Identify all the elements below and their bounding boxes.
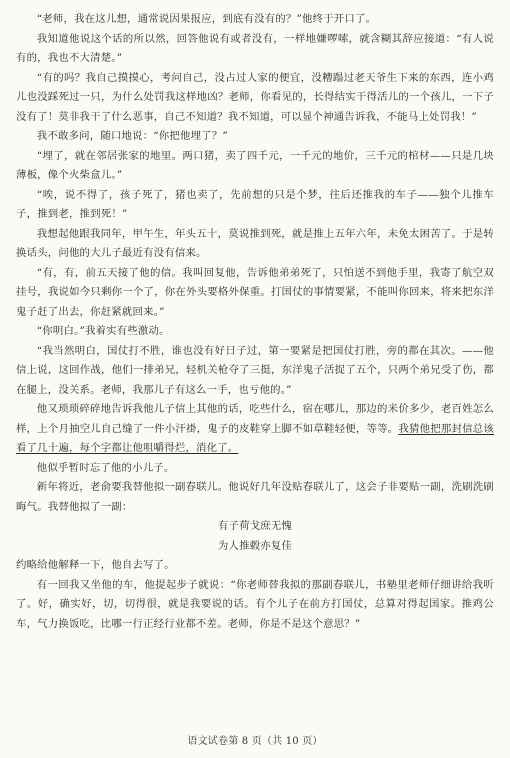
paragraph: “埋了，就在邻居张家的地里。两口猪，卖了四千元，一千元的地价，三千元的棺材——只是几块薄板，像个火柴盒儿。” (16, 149, 494, 181)
paragraph: “我当然明白，国仗打不胜，谁也没有好日子过，第一要紧是把国仗打胜，旁的都在其次。——他信上说，这回作战，他们一排弟兄，轻机关枪夺了三挺，东洋鬼子活捉了五个，只两个弟兄受了伤，都在腿上，没关系。老师，我那儿子有这么一手，也亏他的。” (16, 344, 494, 396)
paragraph: “你明白。”我着实有些激动。 (36, 325, 170, 337)
paragraph-text: 他又琐琐碎碎地告诉我他儿子信上其他的话，吃些什么，宿在哪儿，那边的米价多少，老百姓怎么样，上个月抽空儿自己缝了一件小汗褂，鬼子的皮鞋穿上脚不如草鞋轻便，等等。 (16, 403, 494, 435)
couplet-line-2: 为人推毂亦复佳 (217, 539, 293, 552)
paragraph: “唉，说不得了，孩子死了，猪也卖了，先前想的只是个梦，往后还推我的车子——独个儿推车子，推到老，推到死！” (16, 188, 494, 220)
paragraph: 他似乎暂时忘了他的小儿子。 (36, 461, 175, 474)
paragraph: 我知道他说这个话的所以然，回答他说有或者没有，一样地嫌啰嗦，就含糊其辞应接道：“有人说有的，我也不大清楚。” (16, 32, 494, 64)
paragraph: “老师，我在这儿想，通常说因果报应，到底有没有的？”他终于开口了。 (36, 13, 377, 25)
couplet-line-1: 有子荷戈庶无愧 (217, 520, 293, 532)
paragraph: 约略给他解释一下，他自去写了。 (16, 559, 175, 571)
paragraph: 我不敢多问，随口地说：“你把他埋了？” (36, 130, 228, 142)
underlined-sentence: 我猜他把那封信总该看了几十遍，每个字都让他咀嚼得烂，消化了。 (16, 422, 494, 454)
paragraph: 新年将近，老俞要我替他拟一副春联儿。他说好几年没贴春联儿了，这会子非要贴一副，洗刷洗刷晦气。我替他拟了一副： (16, 481, 494, 513)
paragraph: “有，有，前五天接了他的信。我叫回复他，告诉他弟弟死了，只怕送不到他手里，我寄了航空双挂号，我说如今只剩你一个了，你在外头要格外保重。打国仗的事情要紧，不能叫你回来，将来把东洋鬼子赶了出去，你赶紧就回来。” (16, 266, 494, 318)
paragraph: 我想起他跟我同年，甲午生，年头五十，莫说推到死，就是推上五年六年，未免太困苦了。于是转换话头，问他的大儿子最近有没有信来。 (16, 227, 494, 259)
paragraph: “有的吗？我自己摸摸心，考问自己，没占过人家的便宜，没糟蹋过老天爷生下来的东西，连小鸡儿也没踩死过一只，为什么处罚我这样地凶？老师，你看见的，长得结实干得活儿的一个孩儿，一下子没有了！莫非我干了什么恶事，自己不知道？我不知道，可以显个神通告诉我，不能马上处罚我！” (16, 71, 494, 123)
paragraph: 有一回我又坐他的车，他提起步子就说：“你老师替我拟的那副春联儿，书塾里老师仔细讲给我听了。好，确实好，切，切得很，就是我要说的话。有个儿子在前方打国仗，总算对得起国家。推鸡公车，气力换饭吃，比哪一行正经行业都不差。老师，你是不是这个意思？” (16, 578, 494, 630)
page-footer: 语文试卷第 8 页（共 10 页） (187, 736, 323, 747)
paragraph (16, 400, 494, 459)
